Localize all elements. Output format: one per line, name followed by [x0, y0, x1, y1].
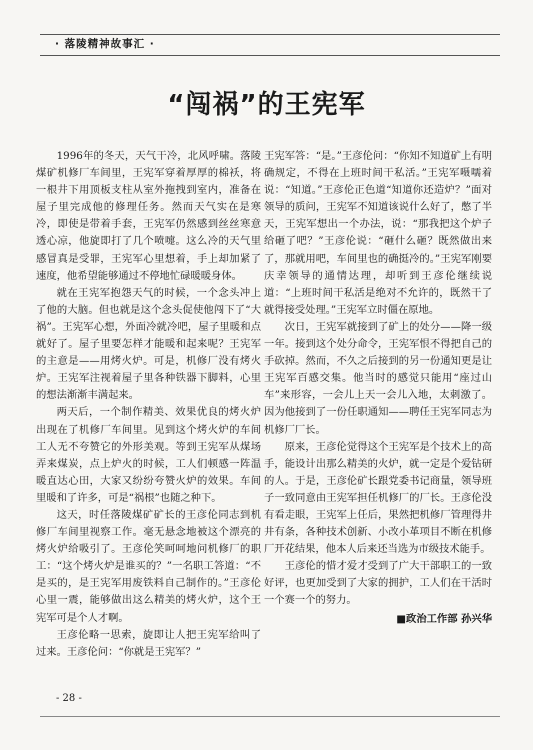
- section-label: · 落陵精神故事汇 ·: [50, 37, 160, 51]
- paragraph: 1996年的冬天，天气干冷，北风呼啸。落陵煤矿机修厂车间里，王宪军穿着厚厚的棉袄，将一根井下用顶板支柱从室外拖拽到室内，准备在屋子里完成他的修理任务。然而天气实在是寒冷，即使是带着手套，王宪军仍然感到丝丝寒意透心凉，他旋即打了几个喷嚏。这么冷的天气里感冒真是受罪，王宪军心里想着，手上却加紧了速度，他希望能够通过不停地忙碌暖暖身体。: [36, 150, 261, 282]
- paragraph: 原来，王彦伦觉得这个王宪军是个技术上的高手，能设计出那么精美的火炉，就一定是个爱钻研的人。于是，王彦伦矿长跟党委书记商量，领导班子一致同意由王宪军担任机修厂的厂长。王彦伦没有看走眼，王宪军上任后，果然把机修厂管理得井井有条，各种技术创新、小改小革项目不断在机修厂开花结果，他本人后来还当选为市级技术能手。: [264, 440, 492, 556]
- page-header: [40, 34, 500, 54]
- author-byline: ■政治工作部 孙兴华: [396, 612, 492, 625]
- left-column: [36, 148, 261, 661]
- paragraph: 就在王宪军抱怨天气的时候，一个念头冲上了他的大脑。但也就是这个念头促使他闯下了“大祸”。王宪军心想，外面冷就冷吧，屋子里暖和点就好了。屋子里要怎样才能暖和起来呢？王宪军的主意是——用烤火炉。可是，机修厂没有烤火炉。王宪军注视着屋子里各种铁器下脚料，心里的想法渐渐丰满起来。: [36, 286, 261, 402]
- paragraph: 两天后，一个制作精美、效果优良的烤火炉出现在了机修厂车间里。见到这个烤火炉的车间工人无不夸赞它的外形美观。等到王宪军从煤场弄来煤炭，点上炉火的时候，工人们顿感一阵温暖直达心田，大家又纷纷夸赞火炉的效果。车间里暖和了许多，可是“祸根”也随之种下。: [36, 406, 261, 504]
- paragraph: 次日，王宪军就接到了矿上的处分——降一级一年。接到这个处分命令，王宪军恨不得把自己的手砍掉。然而，不久之后接到的另一份通知更是让王宪军百感交集。他当时的感觉只能用“座过山车”来形容，一会儿上天一会儿入地，太刺激了。因为他接到了一份任职通知——聘任王宪军同志为机修厂厂长。: [264, 320, 492, 436]
- article-title: “闯祸”的王宪军: [167, 90, 366, 120]
- page-number: - 28 -: [56, 693, 82, 704]
- footer-rule: [40, 716, 500, 717]
- right-column: [264, 148, 492, 628]
- paragraph: 王宪军答：“是。”王彦伦问：“你知不知道矿上有明确规定，不得在上班时间干私活。”王宪军嗫嚅着说：“知道。”王彦伦正色道“知道你还造炉？”面对领导的质问，王宪军不知道该说什么好了，憋了半天，王宪军想出一个办法，说：“那我把这个炉子给砸了吧？”王彦伦说：“砸什么砸？既然做出来了，那就用吧，车间里也的确挺冷的。”王宪军刚要庆幸领导的通情达理，却听到王彦伦继续说道：“上班时间干私活是绝对不允许的，既然干了就得接受处理。”王宪军立时僵在原地。: [264, 150, 492, 316]
- paragraph: 王彦伦的惜才爱才受到了广大干部职工的一致好评，也更加受到了大家的拥护，工人们在干活时一个赛一个的努力。: [264, 560, 492, 607]
- paragraph: 这天，时任落陵煤矿矿长的王彦伦同志到机修厂车间里视察工作。毫无悬念地被这个漂亮的烤火炉给吸引了。王彦伦笑呵呵地问机修厂的职工：“这个烤火炉是谁买的？”一名职工答道：“不是买的，是王宪军用废铁料自己制作的。”王彦伦心里一震，能够做出这么精美的烤火炉，这个王宪军可是个人才啊。: [36, 508, 261, 624]
- paragraph: 王彦伦略一思索，旋即让人把王宪军给叫了过来。王彦伦问：“你就是王宪军？”: [36, 628, 261, 658]
